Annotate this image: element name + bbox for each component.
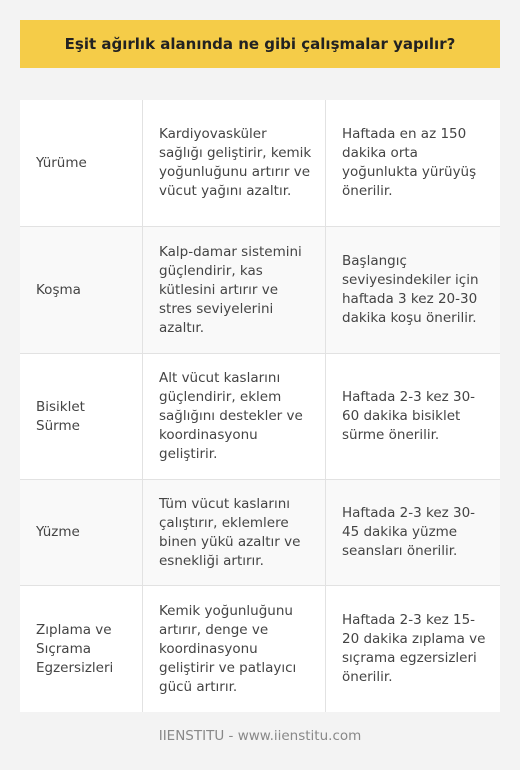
activity-cell: Koşma bbox=[36, 281, 81, 298]
activity-cell: Yürüme bbox=[36, 154, 87, 171]
benefit-cell: Kardiyovasküler sağlığı geliştirir, kemik yoğunluğunu artırır ve vücut yağını azaltır. bbox=[142, 100, 326, 226]
recommendation-cell: Haftada 2-3 kez 15-20 dakika zıplama ve sıçrama egzersizleri önerilir. bbox=[342, 612, 486, 685]
table-row bbox=[20, 480, 500, 586]
recommendation-cell: Başlangıç seviyesindekiler için haftada 3 kez 20-30 dakika koşu önerilir. bbox=[342, 253, 479, 326]
page-title: Eşit ağırlık alanında ne gibi çalışmalar yapılır? bbox=[64, 35, 456, 53]
benefit-cell: Kalp-damar sistemini güçlendirir, kas kütlesini artırır ve stres seviyelerini azaltır. bbox=[142, 227, 326, 353]
benefit-cell: Tüm vücut kaslarını çalıştırır, eklemlere binen yükü azaltır ve esnekliği artırır. bbox=[142, 480, 326, 585]
recommendation-cell: Haftada 2-3 kez 30-45 dakika yüzme seansları önerilir. bbox=[342, 505, 476, 559]
table-row bbox=[20, 227, 500, 354]
footer-credit: IIENSTITU - www.iienstitu.com bbox=[158, 728, 362, 744]
activity-cell: Yüzme bbox=[36, 524, 80, 540]
benefit-cell: Kemik yoğunluğunu artırır, denge ve koordinasyonu geliştirir ve patlayıcı gücü artırır. bbox=[142, 586, 326, 712]
title-banner bbox=[20, 20, 500, 68]
table-row bbox=[20, 100, 500, 227]
recommendation-cell: Haftada en az 150 dakika orta yoğunlukta yürüyüş önerilir. bbox=[342, 126, 477, 199]
activity-cell: Zıplama ve Sıçrama Egzersizleri bbox=[36, 621, 114, 676]
benefit-cell: Alt vücut kaslarını güçlendirir, eklem sağlığını destekler ve koordinasyonu geliştirir. bbox=[142, 354, 326, 479]
recommendation-cell: Haftada 2-3 kez 30-60 dakika bisiklet sürme önerilir. bbox=[342, 389, 476, 443]
table-row bbox=[20, 354, 500, 480]
table-row bbox=[20, 586, 500, 712]
exercise-table bbox=[20, 100, 500, 712]
activity-cell: Bisiklet Sürme bbox=[36, 398, 85, 434]
